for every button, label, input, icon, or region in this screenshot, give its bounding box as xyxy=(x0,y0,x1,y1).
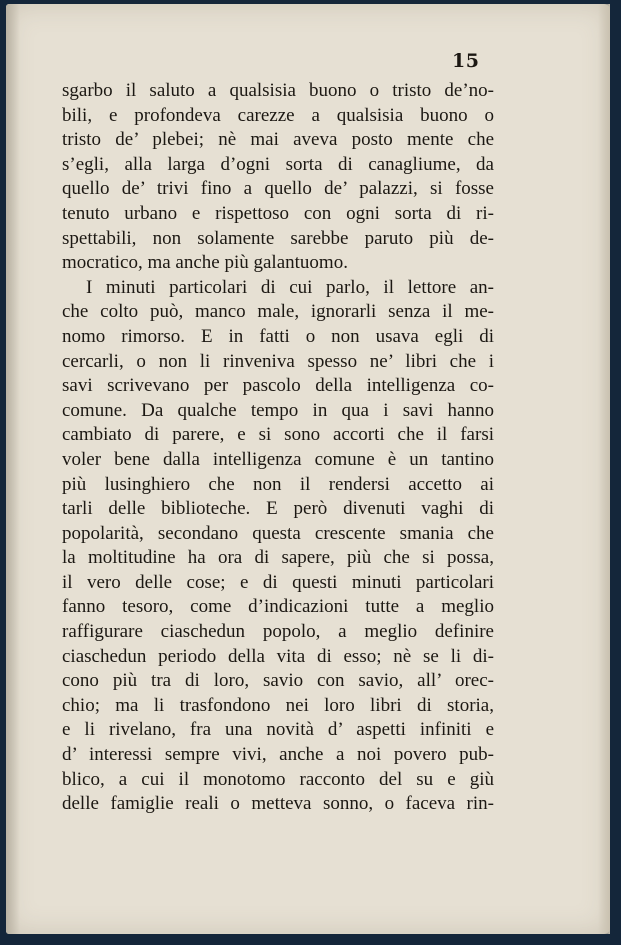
text-line: chio; ma li trasfondono nei loro libri di storia, xyxy=(62,694,494,716)
page-number: 15 xyxy=(452,50,480,72)
text-line: quello de’ trivi fino a quello de’ palazzi, si fosse xyxy=(62,178,494,200)
text-line: tarli delle biblioteche. E però divenuti vaghi di xyxy=(62,498,494,520)
text-line: delle famiglie reali o metteva sonno, o faceva rin- xyxy=(62,793,494,815)
text-line: la moltitudine ha ora di sapere, più che si possa, xyxy=(62,547,494,569)
text-line: cambiato di parere, e si sono accorti che il farsi xyxy=(62,424,494,446)
text-line: voler bene dalla intelligenza comune è un tantino xyxy=(62,448,494,470)
text-line: raffigurare ciaschedun popolo, a meglio definire xyxy=(62,621,494,643)
text-line: popolarità, secondano questa crescente smania che xyxy=(62,522,494,544)
text-line: bili, e profondeva carezze a qualsisia buono o xyxy=(62,104,494,126)
text-line: tenuto urbano e rispettoso con ogni sorta di ri- xyxy=(62,202,494,224)
text-line: nomo rimorso. E in fatti o non usava egli di xyxy=(62,325,494,347)
text-line: il vero delle cose; e di questi minuti particolari xyxy=(62,571,494,593)
text-line: più lusinghiero che non il rendersi accetto ai xyxy=(62,473,494,495)
text-line: tristo de’ plebei; nè mai aveva posto mente che xyxy=(62,129,494,151)
text-line: e li rivelano, fra una novità d’ aspetti infiniti e xyxy=(62,719,494,741)
text-line: mocratico, ma anche più galantuomo. xyxy=(62,252,348,274)
text-line: d’ interessi sempre vivi, anche a noi povero pub- xyxy=(62,744,494,766)
text-line: I minuti particolari di cui parlo, il lettore an- xyxy=(86,276,494,298)
text-line: ciaschedun periodo della vita di esso; nè se li di- xyxy=(62,645,494,667)
book-page xyxy=(6,4,610,934)
text-line: savi scrivevano per pascolo della intelligenza co- xyxy=(62,375,494,397)
text-line: che colto può, manco male, ignorarli senza il me- xyxy=(62,301,494,323)
text-line: spettabili, non solamente sarebbe paruto più de- xyxy=(62,227,494,249)
text-line: sgarbo il saluto a qualsisia buono o tristo de’no- xyxy=(62,80,494,101)
text-line: s’egli, alla larga d’ogni sorta di canagliume, da xyxy=(62,153,494,175)
page-body-text xyxy=(62,79,494,817)
text-line: blico, a cui il monotomo racconto del su e giù xyxy=(62,768,494,790)
text-line: cercarli, o non li rinveniva spesso ne’ libri che i xyxy=(62,350,494,372)
text-line: fanno tesoro, come d’indicazioni tutte a meglio xyxy=(62,596,494,618)
text-line: comune. Da qualche tempo in qua i savi hanno xyxy=(62,399,494,421)
text-line: cono più tra di loro, savio con savio, all’ orec- xyxy=(62,670,494,692)
